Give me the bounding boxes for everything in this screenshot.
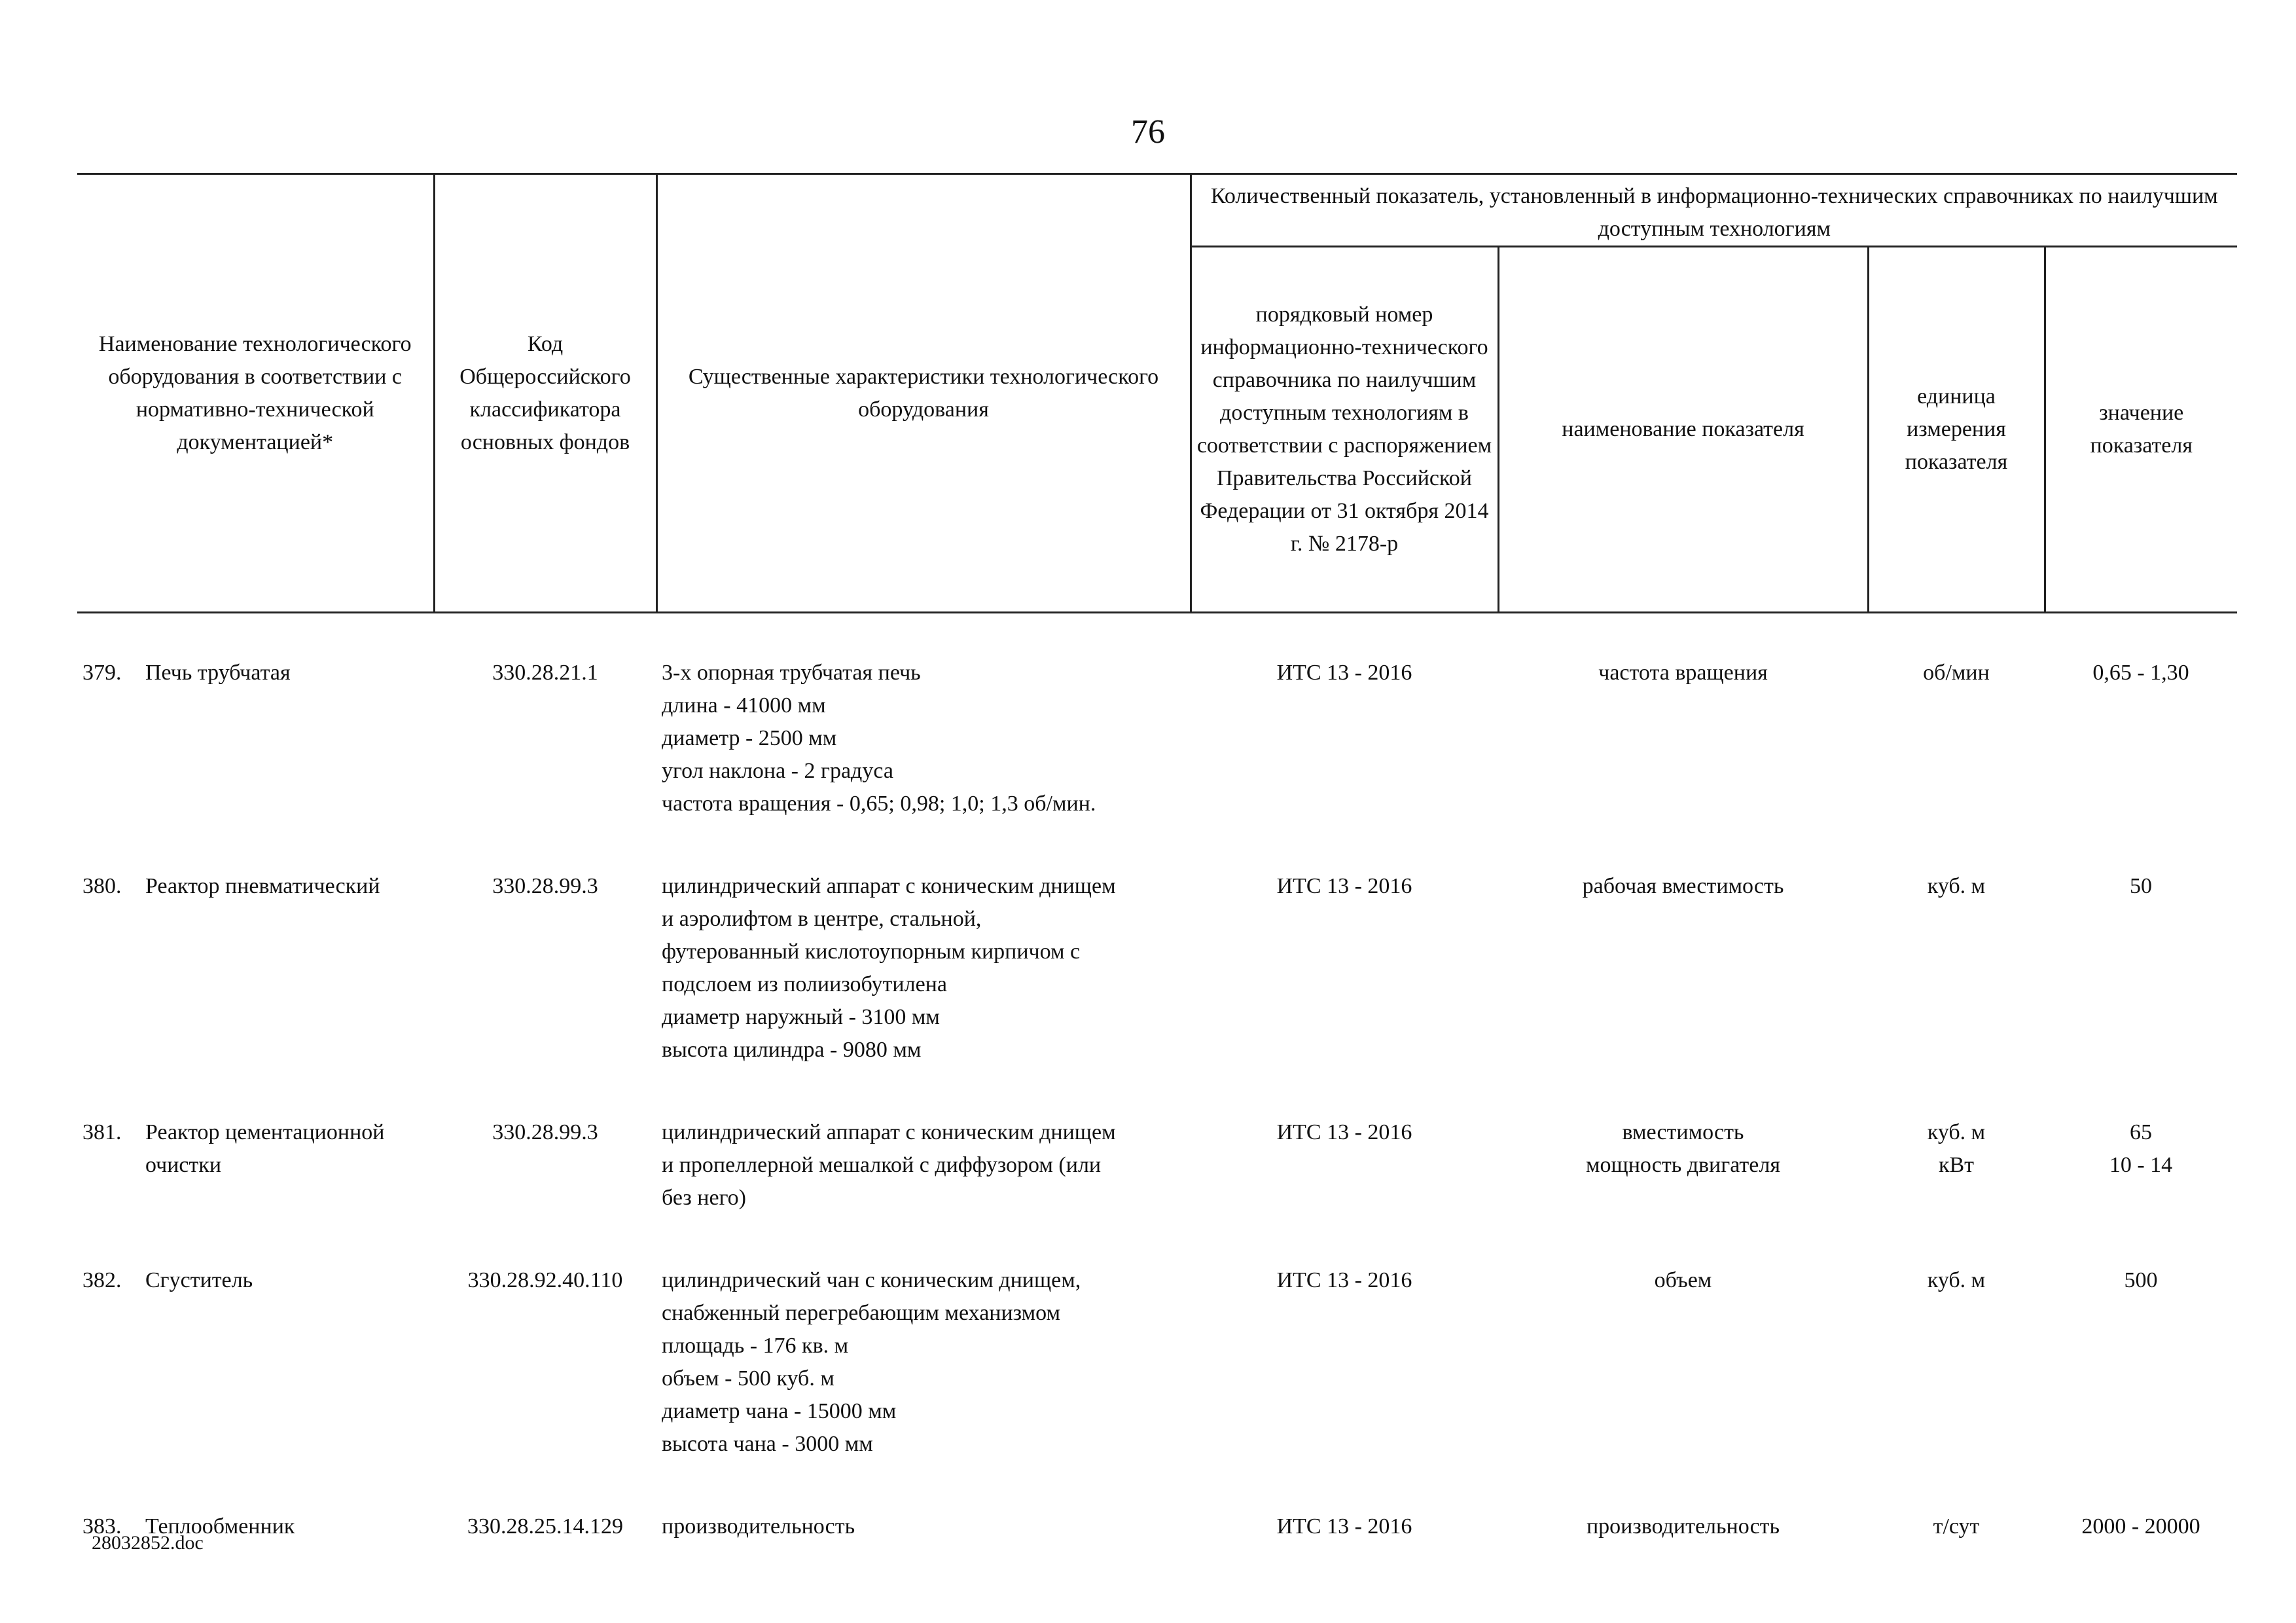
characteristic-line: цилиндрический аппарат с коническим днищем bbox=[662, 874, 1116, 898]
page-number: 76 bbox=[1131, 113, 1165, 151]
characteristic-line: производительность bbox=[662, 1514, 855, 1539]
classifier-code: 330.28.92.40.110 bbox=[467, 1268, 623, 1292]
value-line: 2000 - 20000 bbox=[2081, 1514, 2200, 1539]
indicator-name bbox=[1498, 1090, 1868, 1238]
indicator-name bbox=[1498, 844, 1868, 1090]
characteristic-line: высота чана - 3000 мм bbox=[662, 1432, 873, 1456]
characteristics bbox=[656, 1238, 1191, 1484]
indicator-value bbox=[2045, 613, 2237, 845]
reference-number: ИТС 13 - 2016 bbox=[1276, 661, 1412, 685]
value-line: 10 - 14 bbox=[2109, 1153, 2173, 1177]
unit-line: куб. м bbox=[1927, 874, 1986, 898]
characteristic-line: площадь - 176 кв. м bbox=[662, 1334, 849, 1358]
indicator-unit bbox=[1868, 1090, 2045, 1238]
characteristic-line: снабженный перегребающим механизмом bbox=[662, 1301, 1061, 1325]
indicator-line: вместимость bbox=[1622, 1120, 1744, 1144]
header-unit: единица измерения показателя bbox=[1868, 247, 2045, 613]
header-reference-number: порядковый номер информационно-технического справочника по наилучшим доступным технологиям в соответствии с распоряжением Правительства Российской Федерации от 31 октября 2014 г. № 2178-р bbox=[1191, 247, 1498, 613]
characteristic-line: диаметр наружный - 3100 мм bbox=[662, 1005, 940, 1029]
classifier-code: 330.28.99.3 bbox=[492, 1120, 598, 1144]
indicator-line: рабочая вместимость bbox=[1582, 874, 1784, 898]
header-classifier-code: Код Общероссийского классификатора основных фондов bbox=[434, 174, 656, 613]
indicator-name bbox=[1498, 613, 1868, 845]
indicator-unit bbox=[1868, 613, 2045, 845]
classifier-code: 330.28.99.3 bbox=[492, 874, 598, 898]
unit-line: куб. м bbox=[1927, 1268, 1986, 1292]
indicator-name bbox=[1498, 1484, 1868, 1567]
indicator-line: объем bbox=[1654, 1268, 1712, 1292]
characteristics bbox=[656, 613, 1191, 845]
indicator-unit bbox=[1868, 844, 2045, 1090]
characteristics bbox=[656, 844, 1191, 1090]
unit-line: кВт bbox=[1938, 1153, 1975, 1177]
characteristic-line: высота цилиндра - 9080 мм bbox=[662, 1038, 922, 1062]
indicator-line: мощность двигателя bbox=[1586, 1153, 1780, 1177]
characteristic-line: угол наклона - 2 градуса bbox=[662, 759, 893, 783]
characteristic-line: объем - 500 куб. м bbox=[662, 1366, 834, 1391]
unit-line: куб. м bbox=[1927, 1120, 1986, 1144]
table-row bbox=[77, 1484, 2237, 1567]
reference-number: ИТС 13 - 2016 bbox=[1276, 1120, 1412, 1144]
equipment-name: Сгуститель bbox=[145, 1268, 253, 1292]
characteristic-line: диаметр чана - 15000 мм bbox=[662, 1399, 897, 1423]
characteristics bbox=[656, 1090, 1191, 1238]
header-quantitative-indicator: Количественный показатель, установленный в информационно-технических справочниках по наилучшим доступным технологиям bbox=[1191, 174, 2237, 247]
indicator-unit bbox=[1868, 1238, 2045, 1484]
equipment-name-cell bbox=[77, 1090, 434, 1238]
row-number: 382. bbox=[82, 1268, 122, 1292]
indicator-value bbox=[2045, 844, 2237, 1090]
header-value: значение показателя bbox=[2045, 247, 2237, 613]
characteristic-line: частота вращения - 0,65; 0,98; 1,0; 1,3 об/мин. bbox=[662, 792, 1096, 816]
table-row bbox=[77, 1090, 2237, 1238]
characteristic-line: 3-х опорная трубчатая печь bbox=[662, 661, 921, 685]
characteristic-line: подслоем из полиизобутилена bbox=[662, 972, 947, 996]
row-number: 381. bbox=[82, 1120, 122, 1144]
equipment-table bbox=[77, 173, 2237, 1567]
characteristic-line: цилиндрический аппарат с коническим днищем bbox=[662, 1120, 1116, 1144]
footer-file-name: 28032852.doc bbox=[92, 1532, 204, 1554]
header-characteristics: Существенные характеристики технологического оборудования bbox=[656, 174, 1191, 613]
row-number: 379. bbox=[82, 661, 122, 685]
value-line: 65 bbox=[2130, 1120, 2153, 1144]
value-line: 500 bbox=[2124, 1268, 2158, 1292]
equipment-name-cell bbox=[77, 1238, 434, 1484]
table-row bbox=[77, 844, 2237, 1090]
characteristic-line: футерованный кислотоупорным кирпичом с bbox=[662, 939, 1081, 964]
reference-number: ИТС 13 - 2016 bbox=[1276, 1514, 1412, 1539]
characteristic-line: без него) bbox=[662, 1186, 746, 1210]
classifier-code: 330.28.21.1 bbox=[492, 661, 598, 685]
characteristics bbox=[656, 1484, 1191, 1567]
unit-line: т/сут bbox=[1933, 1514, 1980, 1539]
classifier-code: 330.28.25.14.129 bbox=[467, 1514, 623, 1539]
characteristic-line: диаметр - 2500 мм bbox=[662, 726, 837, 750]
characteristic-line: и пропеллерной мешалкой с диффузором (или bbox=[662, 1153, 1102, 1177]
indicator-line: производительность bbox=[1586, 1514, 1780, 1539]
equipment-name: Теплообменник bbox=[145, 1514, 295, 1539]
reference-number: ИТС 13 - 2016 bbox=[1276, 1268, 1412, 1292]
equipment-name-cell bbox=[77, 844, 434, 1090]
indicator-unit bbox=[1868, 1484, 2045, 1567]
equipment-name: Печь трубчатая bbox=[145, 661, 291, 685]
indicator-value bbox=[2045, 1238, 2237, 1484]
indicator-name bbox=[1498, 1238, 1868, 1484]
reference-number: ИТС 13 - 2016 bbox=[1276, 874, 1412, 898]
equipment-name-cell bbox=[77, 1484, 434, 1567]
indicator-value bbox=[2045, 1090, 2237, 1238]
row-number: 383. bbox=[82, 1514, 122, 1539]
indicator-value bbox=[2045, 1484, 2237, 1567]
characteristic-line: цилиндрический чан с коническим днищем, bbox=[662, 1268, 1081, 1292]
equipment-name: Реактор пневматический bbox=[145, 874, 380, 898]
equipment-name-cell bbox=[77, 613, 434, 845]
unit-line: об/мин bbox=[1923, 661, 1990, 685]
characteristic-line: длина - 41000 мм bbox=[662, 693, 826, 718]
row-number: 380. bbox=[82, 874, 122, 898]
value-line: 0,65 - 1,30 bbox=[2092, 661, 2189, 685]
header-indicator-name: наименование показателя bbox=[1498, 247, 1868, 613]
header-equipment-name: Наименование технологического оборудования в соответствии с нормативно-технической документацией* bbox=[77, 174, 434, 613]
equipment-name: Реактор цементационной очистки bbox=[145, 1120, 385, 1177]
characteristic-line: и аэролифтом в центре, стальной, bbox=[662, 907, 982, 931]
table-row bbox=[77, 613, 2237, 845]
value-line: 50 bbox=[2130, 874, 2153, 898]
indicator-line: частота вращения bbox=[1598, 661, 1768, 685]
table-row bbox=[77, 1238, 2237, 1484]
